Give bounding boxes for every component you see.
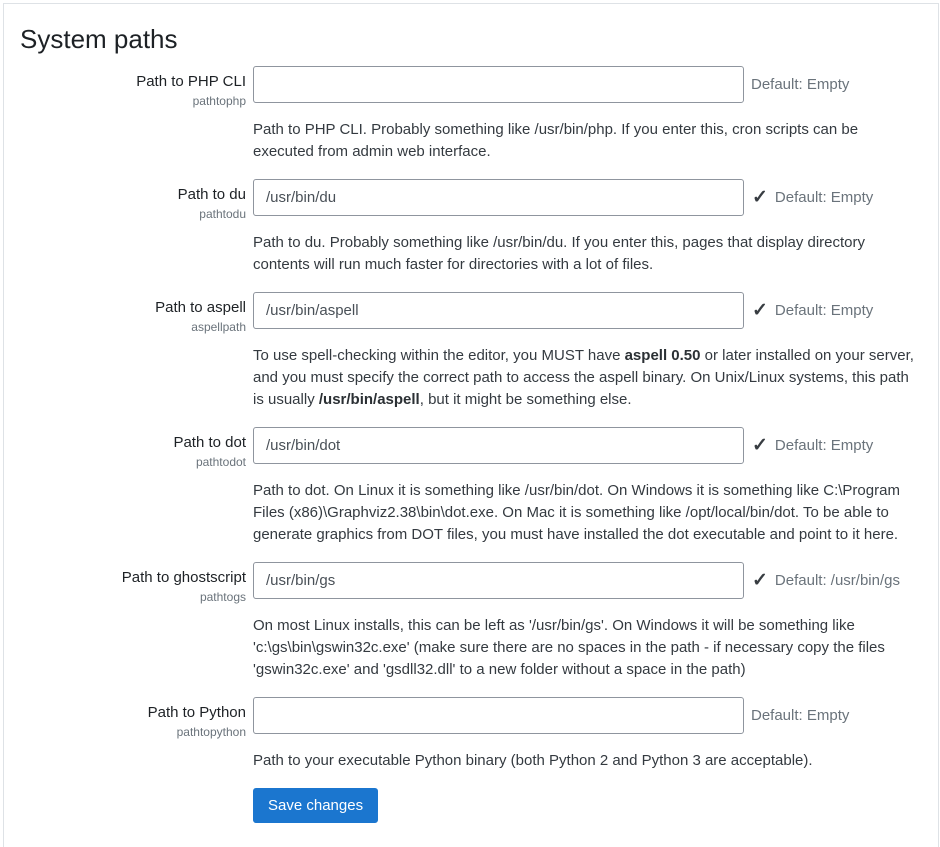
setting-control-line: [253, 292, 921, 329]
description-segment: Path to dot. On Linux it is something like /usr/bin/dot. On Windows it is something like C:\Program Files (x86)\Graphviz2.38\bin\dot.exe. On Mac it is something like /opt/local/bin/dot. To be able to generate graphics from DOT files, you must have installed the dot executable and point to it here.: [253, 482, 900, 543]
save-row: [253, 788, 928, 823]
setting-control-line: [253, 427, 921, 464]
setting-control-line: [253, 179, 921, 216]
setting-label-column: [20, 427, 246, 546]
settings-page: [3, 3, 939, 847]
setting-content-column: [253, 697, 921, 772]
default-label: Default: Empty: [751, 76, 850, 93]
description-segment: To use spell-checking within the editor, you MUST have: [253, 347, 625, 364]
description-segment: Path to your executable Python binary (both Python 2 and Python 3 are acceptable).: [253, 752, 813, 769]
setting-content-column: [253, 179, 921, 276]
field-label: Path to ghostscript: [121, 569, 246, 586]
field-description: [253, 615, 921, 681]
description-segment: On most Linux installs, this can be left as '/usr/bin/gs'. On Windows it will be something like 'c:\gs\bin\gswin32c.exe' (make sure there are no spaces in the path - if necessary copy the files 'gswin32c.exe' and 'gsdll32.dll' to a new folder without a space in the path): [253, 617, 885, 678]
field-input-pathtodot[interactable]: [253, 427, 744, 464]
setting-label-column: [20, 66, 246, 163]
default-label: Default: Empty: [774, 302, 874, 319]
field-code: pathtogs: [199, 590, 246, 604]
field-code: pathtodot: [195, 455, 246, 469]
field-description: [253, 345, 921, 411]
setting-control-line: [253, 66, 921, 103]
field-input-pathtogs[interactable]: [253, 562, 744, 599]
page-title: System paths: [20, 24, 178, 54]
field-label: Path to dot: [173, 434, 246, 451]
setting-label-column: [20, 562, 246, 681]
description-segment: aspell 0.50: [624, 347, 701, 364]
description-segment: Path to du. Probably something like /usr/bin/du. If you enter this, pages that display directory contents will run much faster for directories with a lot of files.: [253, 234, 866, 273]
field-description: [253, 480, 921, 546]
field-label: Path to Python: [147, 704, 246, 721]
setting-label-column: [20, 179, 246, 276]
setting-label-column: [20, 292, 246, 411]
field-description: [253, 232, 921, 276]
default-label: Default: /usr/bin/gs: [774, 572, 900, 589]
field-code: pathtophp: [192, 94, 246, 108]
setting-row: [20, 562, 928, 681]
check-icon: ✓: [752, 187, 768, 208]
setting-content-column: [253, 292, 921, 411]
setting-control-line: [253, 562, 921, 599]
description-segment: Path to PHP CLI. Probably something like /usr/bin/php. If you enter this, cron scripts can be executed from admin web interface.: [253, 121, 859, 160]
default-label: Default: Empty: [774, 437, 874, 454]
setting-row: [20, 179, 928, 276]
field-code: pathtodu: [199, 207, 246, 221]
default-label: Default: Empty: [774, 189, 874, 206]
default-label: Default: Empty: [751, 707, 850, 724]
field-description: [253, 750, 921, 772]
field-description: [253, 119, 921, 163]
field-label: Path to du: [177, 186, 246, 203]
check-icon: ✓: [752, 435, 768, 456]
field-input-pathtopython[interactable]: [253, 697, 744, 734]
setting-row: [20, 697, 928, 772]
field-input-aspellpath[interactable]: [253, 292, 744, 329]
field-code: pathtopython: [176, 725, 246, 739]
description-segment: or later installed on your server, and you must specify the correct path to access the aspell binary. On Unix/Linux systems, this path is usually: [253, 347, 914, 408]
setting-label-column: [20, 697, 246, 772]
description-segment: , but it might be something else.: [419, 391, 632, 408]
field-input-pathtodu[interactable]: [253, 179, 744, 216]
setting-row: [20, 66, 928, 163]
field-input-pathtophp[interactable]: [253, 66, 744, 103]
form-rows: [20, 66, 928, 772]
setting-content-column: [253, 66, 921, 163]
setting-row: [20, 427, 928, 546]
check-icon: ✓: [752, 300, 768, 321]
save-changes-button[interactable]: Save changes: [253, 788, 378, 823]
setting-content-column: [253, 427, 921, 546]
field-code: aspellpath: [191, 320, 246, 334]
field-label: Path to PHP CLI: [136, 73, 246, 90]
setting-content-column: [253, 562, 921, 681]
setting-row: [20, 292, 928, 411]
description-segment: /usr/bin/aspell: [318, 391, 420, 408]
check-icon: ✓: [752, 570, 768, 591]
setting-control-line: [253, 697, 921, 734]
field-label: Path to aspell: [155, 299, 246, 316]
